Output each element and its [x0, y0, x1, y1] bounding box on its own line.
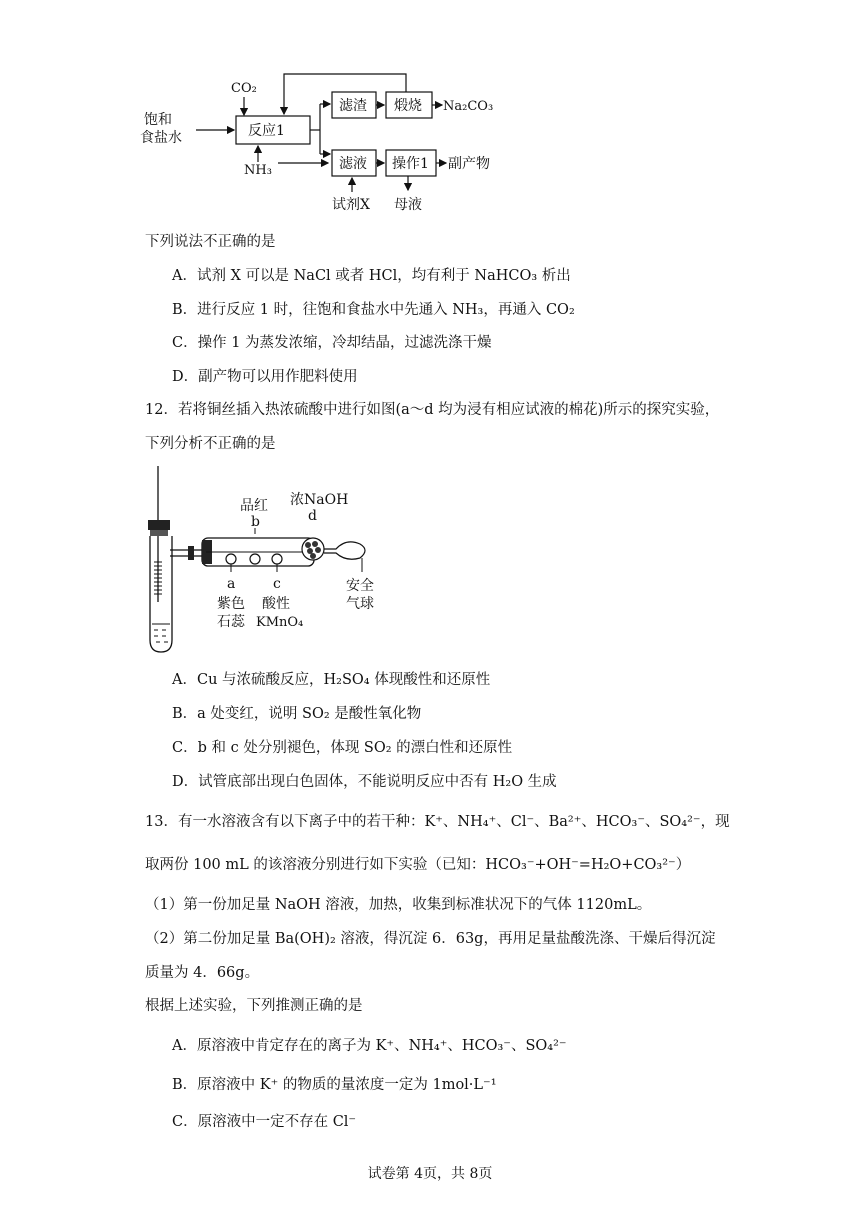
- b-label: b: [251, 514, 260, 530]
- calcine-label: 煅烧: [394, 98, 422, 114]
- q11-option-d: D．副产物可以用作肥料使用: [172, 369, 358, 385]
- byproduct-label: 副产物: [448, 156, 490, 172]
- q12-option-d: D．试管底部出现白色固体，不能说明反应中否有 H₂O 生成: [172, 774, 557, 790]
- nh3-label: NH₃: [244, 163, 272, 178]
- q13-option-a: A．原溶液中肯定存在的离子为 K⁺、NH₄⁺、HCO₃⁻、SO₄²⁻: [172, 1038, 567, 1054]
- kmno4-label-1: 酸性: [262, 596, 290, 612]
- q13-option-c: C．原溶液中一定不存在 Cl⁻: [172, 1114, 357, 1130]
- a-label: a: [227, 576, 236, 592]
- q12-option-c: C．b 和 c 处分别褪色，体现 SO₂ 的漂白性和还原性: [172, 740, 513, 756]
- q13-prompt: 根据上述实验，下列推测正确的是: [145, 998, 363, 1014]
- mother-liquor-label: 母液: [394, 197, 422, 213]
- q11-option-b: B．进行反应 1 时，往饱和食盐水中先通入 NH₃，再通入 CO₂: [172, 302, 575, 318]
- balloon-label-2: 气球: [346, 596, 374, 612]
- pinhong-label: 品红: [240, 498, 268, 514]
- q13-stem-line1: 13．有一水溶液含有以下离子中的若干种：K⁺、NH₄⁺、Cl⁻、Ba²⁺、HCO₃⁻、SO₄²⁻，现: [145, 814, 730, 830]
- c-label: c: [273, 576, 281, 592]
- op1-label: 操作1: [392, 156, 429, 172]
- balloon-label-1: 安全: [346, 578, 374, 594]
- page-footer: 试卷第 4页，共 8页: [367, 1166, 493, 1182]
- apparatus-diagram: [140, 462, 390, 660]
- q11-option-a: A．试剂 X 可以是 NaCl 或者 HCl，均有利于 NaHCO₃ 析出: [172, 268, 571, 284]
- na2co3-label: Na₂CO₃: [443, 99, 494, 114]
- feed-label-2: 食盐水: [140, 130, 182, 146]
- q12-stem-line1: 12．若将铜丝插入热浓硫酸中进行如图(a～d 均为浸有相应试液的棉花)所示的探究实验，: [145, 402, 720, 418]
- q13-experiment-2b: 质量为 4．66g。: [145, 965, 260, 981]
- q13-experiment-2a: （2）第二份加足量 Ba(OH)₂ 溶液，得沉淀 6．63g，再用足量盐酸洗涤、干燥后得沉淀: [145, 931, 716, 947]
- reaction1-label: 反应1: [248, 123, 285, 139]
- litmus-label-1: 紫色: [217, 596, 245, 612]
- litmus-label-2: 石蕊: [217, 614, 245, 630]
- q12-stem-line2: 下列分析不正确的是: [145, 436, 276, 452]
- filtrate-label: 滤液: [339, 156, 367, 172]
- q13-experiment-1: （1）第一份加足量 NaOH 溶液，加热，收集到标准状况下的气体 1120mL。: [145, 897, 652, 913]
- q12-option-a: A．Cu 与浓硫酸反应，H₂SO₄ 体现酸性和还原性: [172, 672, 491, 688]
- q12-option-b: B．a 处变红，说明 SO₂ 是酸性氧化物: [172, 706, 422, 722]
- residue-label: 滤渣: [339, 98, 367, 114]
- kmno4-label-2: KMnO₄: [256, 615, 304, 630]
- reagent-x-label: 试剂X: [332, 197, 370, 213]
- co2-label: CO₂: [231, 81, 257, 96]
- q13-stem-line2: 取两份 100 mL 的该溶液分别进行如下实验（已知：HCO₃⁻+OH⁻=H₂O+CO₃²⁻）: [145, 857, 691, 873]
- naoh-label: 浓NaOH: [290, 492, 349, 508]
- d-label: d: [308, 508, 317, 524]
- feed-label-1: 饱和: [144, 112, 172, 128]
- q13-option-b: B．原溶液中 K⁺ 的物质的量浓度一定为 1mol·L⁻¹: [172, 1077, 497, 1093]
- process-flowchart: [140, 66, 520, 216]
- q11-option-c: C．操作 1 为蒸发浓缩，冷却结晶，过滤洗涤干燥: [172, 335, 492, 351]
- q11-prompt: 下列说法不正确的是: [145, 234, 276, 250]
